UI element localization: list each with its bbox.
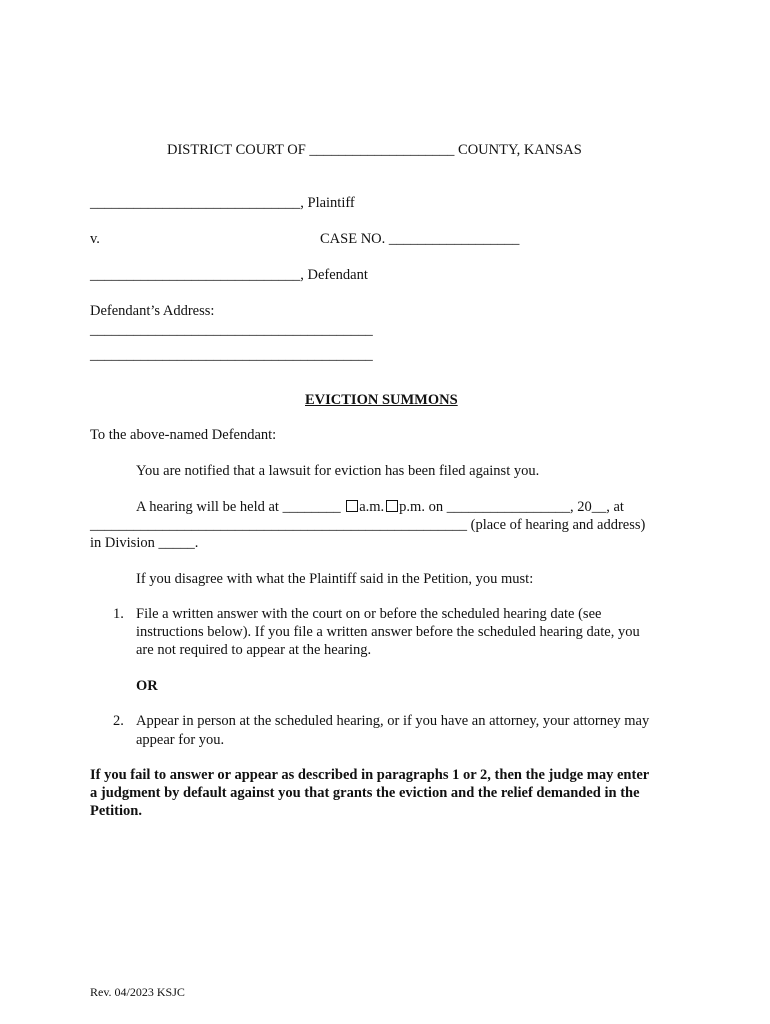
case-number: CASE NO. __________________ (320, 231, 520, 247)
warning-line-2: a judgment by default against you that grants the eviction and the relief demanded in the (90, 785, 640, 801)
document-title: EVICTION SUMMONS (305, 392, 458, 408)
salutation: To the above-named Defendant: (90, 427, 277, 443)
warning-line-1: If you fail to answer or appear as described in paragraphs 1 or 2, then the judge may enter (90, 767, 650, 783)
item-1-line-3: are not required to appear at the hearing. (136, 642, 372, 658)
disagree-text: If you disagree with what the Plaintiff said in the Petition, you must: (136, 571, 534, 587)
address-line-2: _______________________________________ (90, 347, 373, 363)
hearing-line-3: in Division _____. (90, 535, 199, 551)
hearing-prefix: A hearing will be held at ________ (136, 499, 345, 515)
revision-footer: Rev. 04/2023 KSJC (90, 985, 185, 999)
defendant-line: _____________________________, Defendant (90, 267, 368, 283)
item-number-2: 2. (113, 713, 124, 729)
item-2-line-1: Appear in person at the scheduled hearing, or if you have an attorney, your attorney may (136, 713, 650, 729)
item-number-1: 1. (113, 606, 124, 622)
pm-text: p.m. on _________________, 20__, at (399, 499, 624, 515)
court-heading: DISTRICT COURT OF ____________________ COUNTY, KANSAS (167, 142, 582, 158)
address-line-1: _______________________________________ (90, 322, 373, 338)
versus-text: v. (90, 231, 100, 247)
item-1-line-2: instructions below). If you file a written answer before the scheduled hearing date, you (136, 624, 640, 640)
warning-line-3: Petition. (90, 803, 142, 819)
pm-checkbox[interactable] (386, 500, 398, 512)
plaintiff-line: _____________________________, Plaintiff (90, 195, 355, 211)
or-text: OR (136, 678, 158, 694)
hearing-line-2: ____________________________________________________ (place of hearing and address) (90, 517, 646, 533)
item-2-line-2: appear for you. (136, 732, 225, 748)
hearing-line-1 (136, 498, 624, 516)
item-1-line-1: File a written answer with the court on or before the scheduled hearing date (see (136, 606, 602, 622)
am-label: a.m. (359, 499, 385, 515)
notice-text: You are notified that a lawsuit for eviction has been filed against you. (136, 463, 540, 479)
am-checkbox[interactable] (346, 500, 358, 512)
defendant-address-label: Defendant’s Address: (90, 303, 215, 319)
